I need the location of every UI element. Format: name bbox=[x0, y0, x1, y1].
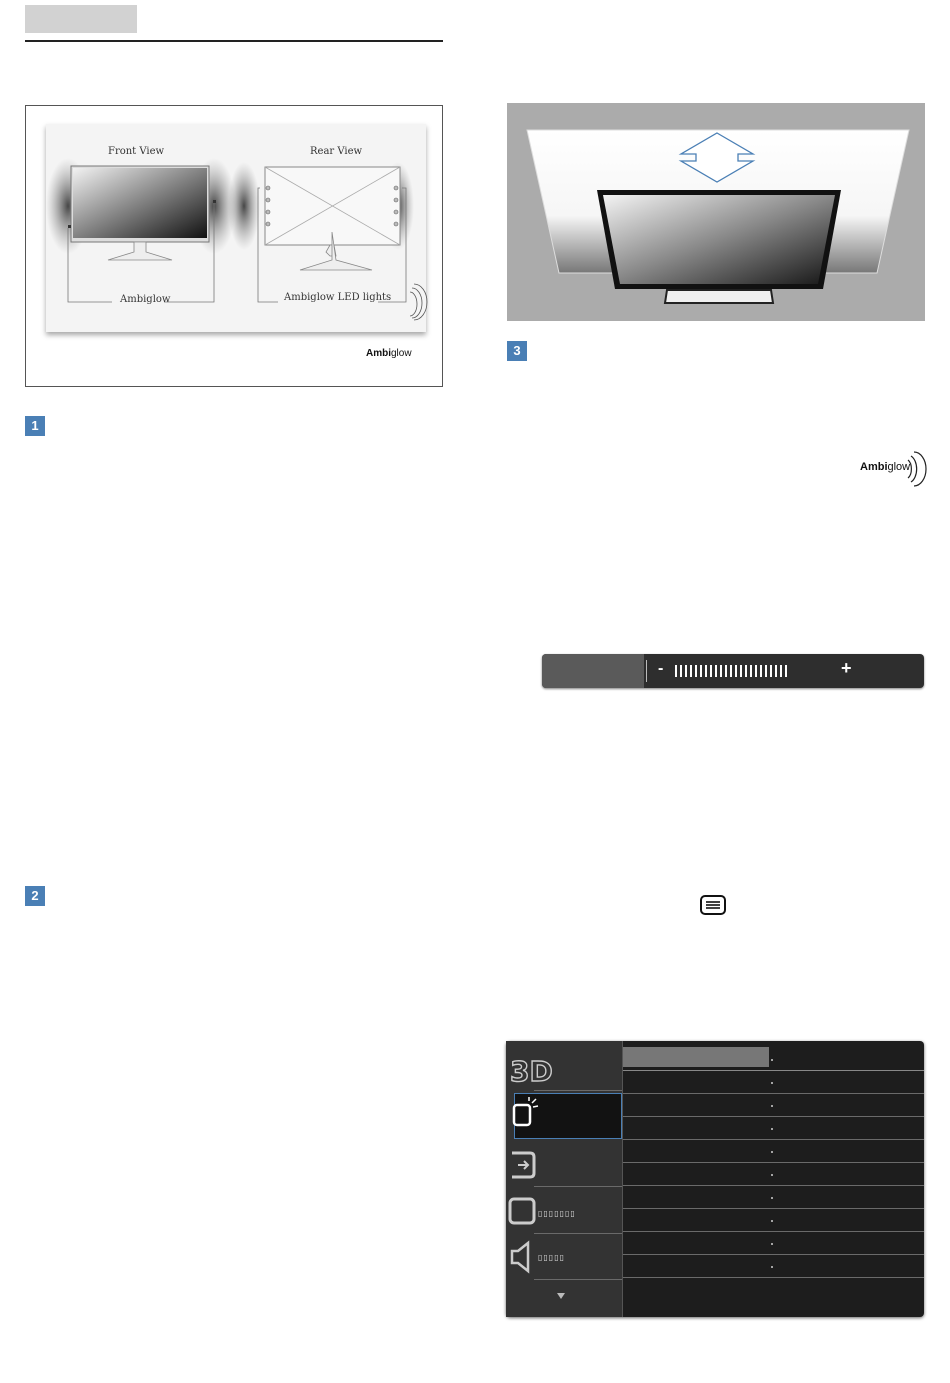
slider-tick bbox=[735, 665, 737, 677]
osd-item-3d[interactable] bbox=[506, 1047, 622, 1093]
slider-tick bbox=[755, 665, 757, 677]
figure-panel bbox=[46, 124, 426, 332]
slider-tick bbox=[685, 665, 687, 677]
slider-tick bbox=[720, 665, 722, 677]
osd-audio-label: ▯▯▯▯▯ bbox=[538, 1253, 566, 1262]
logo-right-bold: Ambi bbox=[860, 461, 888, 473]
logo-text-right bbox=[860, 461, 910, 473]
osd-side-divider bbox=[534, 1233, 622, 1234]
slider-tick bbox=[695, 665, 697, 677]
slider-plus[interactable]: + bbox=[841, 658, 852, 678]
osd-menu-row[interactable] bbox=[623, 1116, 924, 1140]
3d-icon bbox=[508, 1049, 553, 1089]
osd-menu-row[interactable] bbox=[623, 1231, 924, 1255]
osd-menu-row[interactable] bbox=[623, 1093, 924, 1117]
speaker-icon bbox=[508, 1239, 538, 1277]
osd-side-divider bbox=[534, 1279, 622, 1280]
osd-row-dot bbox=[771, 1082, 773, 1084]
osd-row-dot bbox=[771, 1243, 773, 1245]
slider-label-area bbox=[542, 654, 644, 688]
ambiglow-swirl-icon bbox=[904, 450, 924, 488]
ambiglow-logo bbox=[366, 348, 412, 359]
slider-tick bbox=[760, 665, 762, 677]
osd-main-menu bbox=[506, 1041, 924, 1317]
osd-row-dot bbox=[771, 1151, 773, 1153]
logo-right-light: glow bbox=[887, 461, 911, 473]
slider-tick bbox=[730, 665, 732, 677]
rear-view-label: Rear View bbox=[310, 146, 363, 157]
slider-tick bbox=[770, 665, 772, 677]
osd-item-screen[interactable] bbox=[506, 1189, 622, 1235]
slider-tick bbox=[740, 665, 742, 677]
osd-menu-row[interactable] bbox=[623, 1254, 924, 1278]
monitor-glow-adjust-figure bbox=[507, 103, 925, 321]
logo-light: glow bbox=[391, 348, 412, 359]
osd-side-divider bbox=[534, 1090, 622, 1091]
front-view-label: Front View bbox=[108, 146, 165, 157]
header-rule bbox=[25, 40, 443, 42]
osd-menu-row[interactable] bbox=[623, 1162, 924, 1186]
led-lights-label: Ambiglow LED lights bbox=[284, 292, 392, 303]
slider-tick bbox=[780, 665, 782, 677]
slider-divider bbox=[646, 660, 647, 682]
slider-tick bbox=[700, 665, 702, 677]
slider-tick bbox=[775, 665, 777, 677]
osd-row-dot bbox=[771, 1220, 773, 1222]
ambiglow-level-slider[interactable] bbox=[542, 654, 924, 688]
ambiglow-logo-right bbox=[858, 450, 924, 488]
osd-menu-row[interactable] bbox=[623, 1047, 924, 1071]
down-arrow-icon[interactable] bbox=[557, 1293, 565, 1299]
osd-row-dot bbox=[771, 1128, 773, 1130]
step-badge-1: 1 bbox=[25, 416, 45, 436]
ambiglow-label: Ambiglow bbox=[120, 294, 171, 305]
logo-bold: Ambi bbox=[366, 348, 391, 359]
step-badge-2: 2 bbox=[25, 886, 45, 906]
osd-menu-row[interactable] bbox=[623, 1185, 924, 1209]
svg-text:3D: 3D bbox=[510, 1055, 553, 1088]
monitor-glow-illustration bbox=[507, 103, 925, 321]
slider-tick bbox=[715, 665, 717, 677]
slider-tick bbox=[785, 665, 787, 677]
osd-menu-row[interactable] bbox=[623, 1139, 924, 1163]
slider-tick bbox=[680, 665, 682, 677]
osd-side-divider bbox=[534, 1186, 622, 1187]
osd-row-dot bbox=[771, 1174, 773, 1176]
slider-tick bbox=[675, 665, 677, 677]
input-icon bbox=[508, 1145, 538, 1183]
osd-row-dot bbox=[771, 1059, 773, 1061]
osd-menu-row[interactable] bbox=[623, 1070, 924, 1094]
osd-row-dot bbox=[771, 1105, 773, 1107]
picture-icon bbox=[510, 1097, 540, 1133]
slider-tick bbox=[750, 665, 752, 677]
osd-menu-row[interactable] bbox=[623, 1208, 924, 1232]
osd-screen-label: ▯▯▯▯▯▯▯ bbox=[538, 1209, 576, 1218]
slider-tick bbox=[710, 665, 712, 677]
slider-tick bbox=[725, 665, 727, 677]
slider-tick bbox=[765, 665, 767, 677]
slider-tick bbox=[705, 665, 707, 677]
slider-tick bbox=[690, 665, 692, 677]
slider-minus[interactable]: - bbox=[658, 660, 664, 677]
screen-icon bbox=[508, 1193, 538, 1231]
slider-tick bbox=[745, 665, 747, 677]
step-badge-3: 3 bbox=[507, 341, 527, 361]
osd-item-audio[interactable] bbox=[506, 1235, 622, 1281]
osd-item-input[interactable] bbox=[506, 1141, 622, 1187]
header-tab bbox=[25, 5, 137, 33]
menu-icon[interactable] bbox=[700, 895, 726, 915]
osd-row-dot bbox=[771, 1266, 773, 1268]
osd-row-dot bbox=[771, 1197, 773, 1199]
ambiglow-front-rear-figure bbox=[25, 105, 443, 387]
slider-ticks[interactable] bbox=[675, 665, 787, 677]
